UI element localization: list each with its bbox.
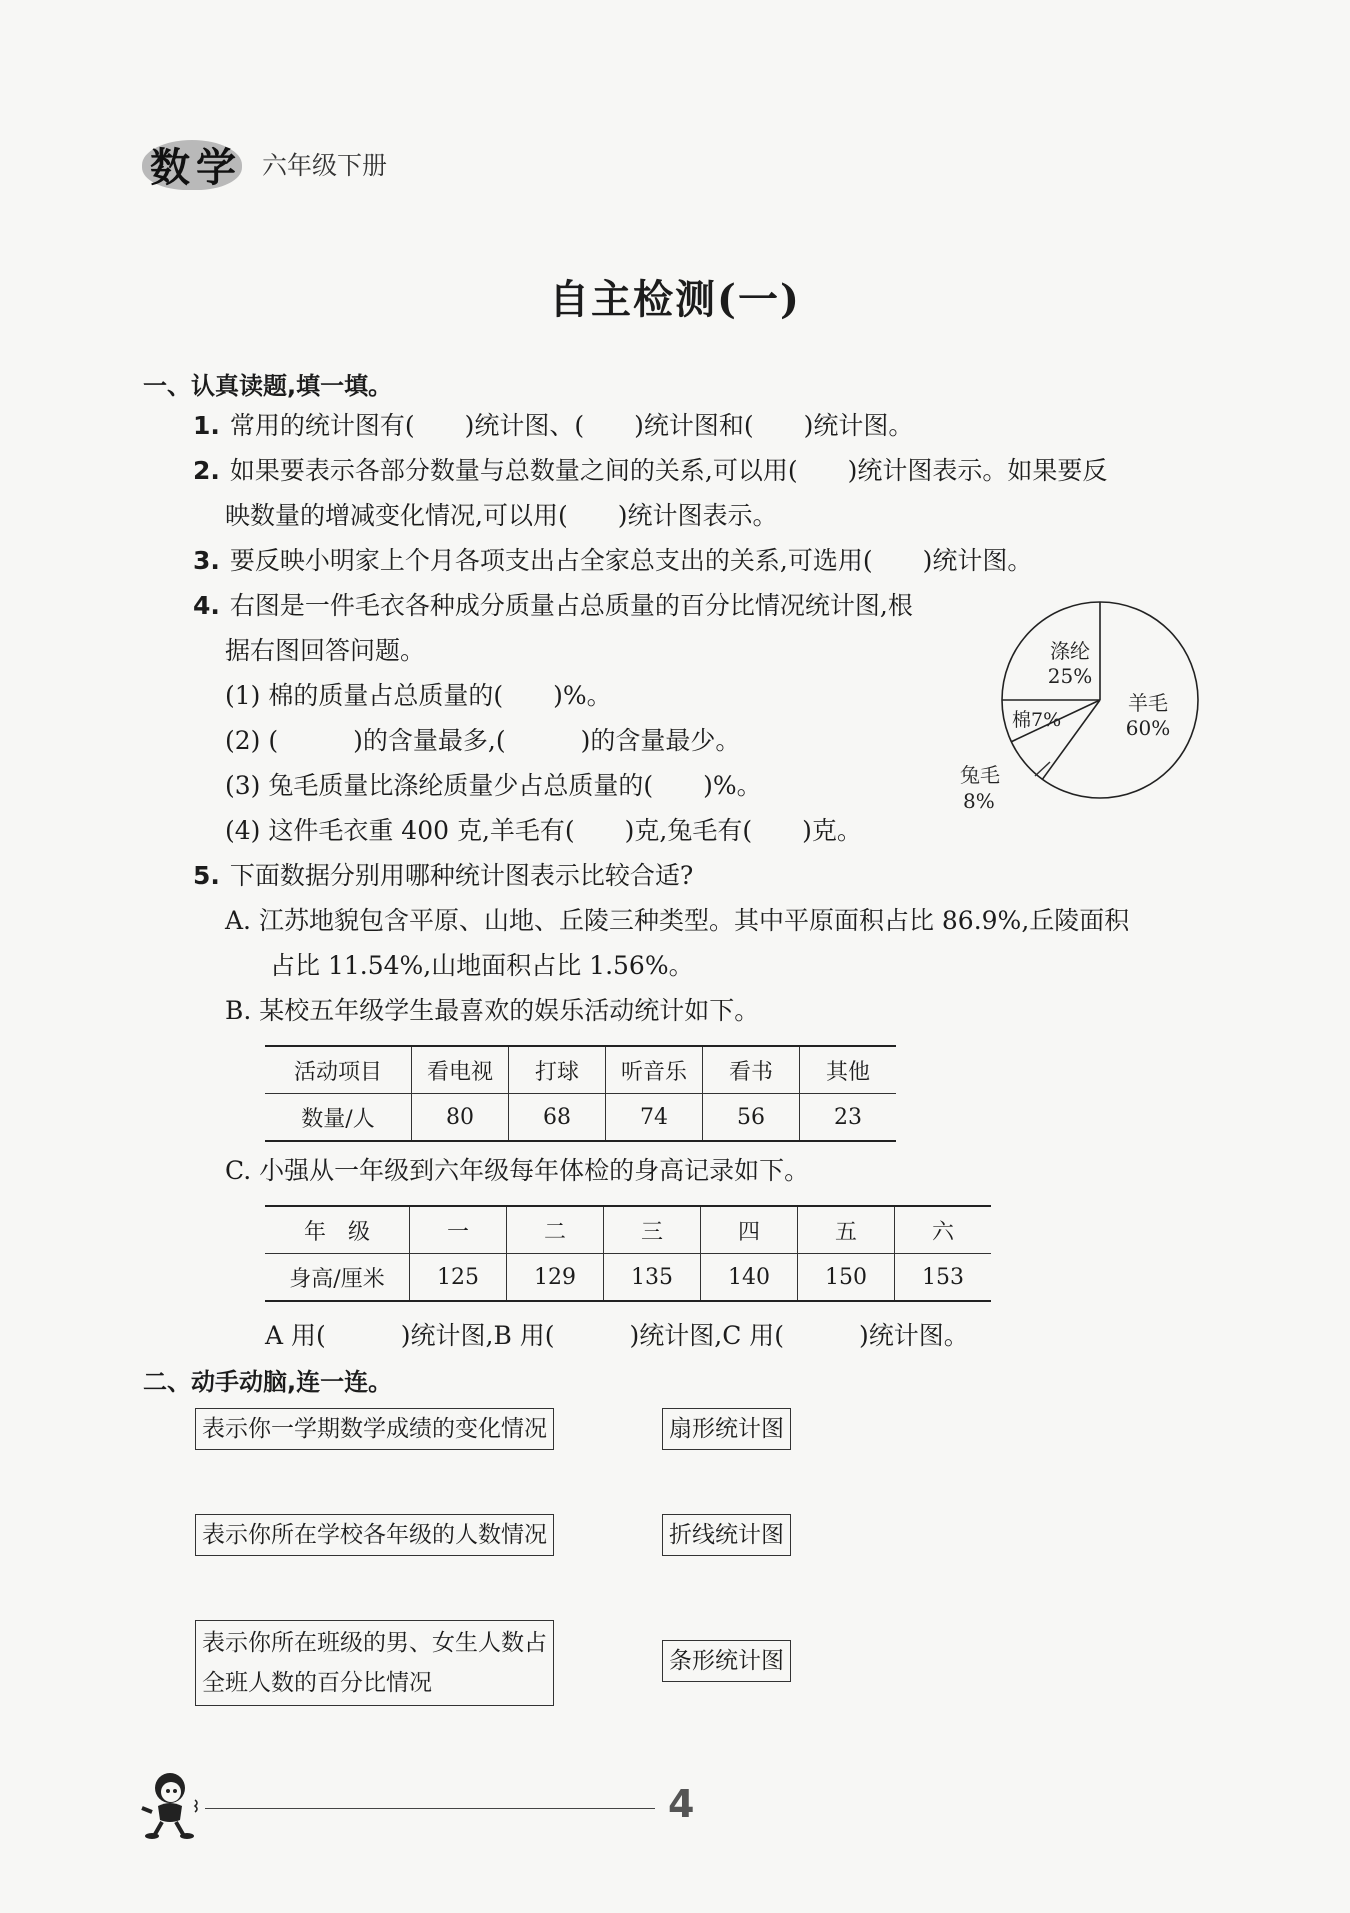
- table-cell: 年 级: [265, 1206, 410, 1254]
- pie-value-wool: 60%: [1125, 716, 1171, 740]
- table-cell: 看书: [703, 1046, 800, 1094]
- table-cell: 56: [703, 1094, 800, 1142]
- table-cell: 68: [509, 1094, 606, 1142]
- pie-label-polyester: 涤纶: [1050, 639, 1090, 663]
- table-cell: 125: [410, 1254, 507, 1302]
- question-4-sub4: (4) 这件毛衣重 400 克,羊毛有( )克,兔毛有( )克。: [225, 816, 862, 845]
- question-4-number: 4.: [193, 591, 220, 620]
- question-5: [193, 853, 693, 898]
- match-right-pie-chart[interactable]: 扇形统计图: [662, 1408, 791, 1450]
- question-2-text: 如果要表示各部分数量与总数量之间的关系,可以用( )统计图表示。如果要反: [229, 456, 1108, 485]
- question-5-number: 5.: [193, 861, 220, 890]
- table-cell: 身高/厘米: [289, 1266, 385, 1292]
- table-cell: 三: [604, 1206, 701, 1254]
- question-4-sub3: (3) 兔毛质量比涤纶质量少占总质量的( )%。: [225, 771, 762, 800]
- question-5-text: 下面数据分别用哪种统计图表示比较合适?: [229, 861, 694, 890]
- table-cell: 23: [800, 1094, 897, 1142]
- page-title: 自主检测(一): [549, 276, 801, 323]
- question-5-b-text: B. 某校五年级学生最喜欢的娱乐活动统计如下。: [225, 996, 760, 1025]
- question-5-c-text: C. 小强从一年级到六年级每年体检的身高记录如下。: [225, 1156, 810, 1185]
- header-grade: 六年级下册: [262, 151, 388, 180]
- question-3: [193, 538, 1032, 583]
- table-row: [265, 1254, 991, 1302]
- question-2-line1: [193, 448, 1107, 493]
- question-2-number: 2.: [193, 456, 220, 485]
- sweater-composition-pie-chart: [950, 600, 1230, 830]
- table-row: [265, 1206, 991, 1254]
- header-subject: 数学: [150, 145, 242, 191]
- table-cell: 五: [798, 1206, 895, 1254]
- question-5-answer: A 用( )统计图,B 用( )统计图,C 用( )统计图。: [265, 1321, 969, 1350]
- section1-heading: 一、认真读题,填一填。: [143, 372, 393, 400]
- table-row: [265, 1046, 896, 1094]
- table-heights: [265, 1205, 991, 1302]
- page-number: 4: [668, 1782, 695, 1826]
- table-cell: 数量/人: [301, 1106, 375, 1132]
- table-cell: 六: [895, 1206, 992, 1254]
- question-1: [193, 403, 913, 448]
- question-4-line2: 据右图回答问题。: [225, 636, 426, 665]
- question-4-sub2: (2) ( )的含量最多,( )的含量最少。: [225, 726, 741, 755]
- cartoon-mascot-icon: [140, 1768, 210, 1840]
- table-activities: [265, 1045, 896, 1142]
- table-cell: 135: [604, 1254, 701, 1302]
- table-cell: 看电视: [412, 1046, 509, 1094]
- question-4-line1: [193, 583, 913, 628]
- match-left-1[interactable]: 表示你一学期数学成绩的变化情况: [195, 1408, 554, 1450]
- question-3-text: 要反映小明家上个月各项支出占全家总支出的关系,可选用( )统计图。: [229, 546, 1033, 575]
- section2-heading: 二、动手动脑,连一连。: [143, 1368, 393, 1396]
- footer-line: [205, 1808, 655, 1809]
- match-left-3-line1: 表示你所在班级的男、女生人数占: [202, 1630, 547, 1656]
- question-3-number: 3.: [193, 546, 220, 575]
- pie-value-polyester: 25%: [1047, 664, 1093, 688]
- question-2-line2: 映数量的增减变化情况,可以用( )统计图表示。: [225, 501, 778, 530]
- pie-label-cotton: 棉7%: [1012, 709, 1062, 731]
- question-4-sub1: (1) 棉的质量占总质量的( )%。: [225, 681, 612, 710]
- table-cell: 80: [412, 1094, 509, 1142]
- question-5-a-line2: 占比 11.54%,山地面积占比 1.56%。: [270, 951, 694, 980]
- match-right-bar-chart[interactable]: 条形统计图: [662, 1640, 791, 1682]
- table-cell: 二: [507, 1206, 604, 1254]
- pie-label-rabbit-hair: 兔毛: [960, 763, 1000, 787]
- pie-value-rabbit-hair: 8%: [963, 789, 995, 813]
- pie-label-wool: 羊毛: [1128, 691, 1168, 715]
- table-cell: 其他: [800, 1046, 897, 1094]
- table-cell: 140: [701, 1254, 798, 1302]
- match-left-3[interactable]: [195, 1620, 554, 1706]
- table-cell: 打球: [509, 1046, 606, 1094]
- table-cell: 听音乐: [606, 1046, 703, 1094]
- question-4-text: 右图是一件毛衣各种成分质量占总质量的百分比情况统计图,根: [229, 591, 913, 620]
- match-right-line-chart[interactable]: 折线统计图: [662, 1514, 791, 1556]
- match-left-2[interactable]: 表示你所在学校各年级的人数情况: [195, 1514, 554, 1556]
- question-1-text: 常用的统计图有( )统计图、( )统计图和( )统计图。: [229, 411, 914, 440]
- table-row: [265, 1094, 896, 1142]
- table-cell: 四: [701, 1206, 798, 1254]
- table-cell: 一: [410, 1206, 507, 1254]
- question-5-a-line1: A. 江苏地貌包含平原、山地、丘陵三种类型。其中平原面积占比 86.9%,丘陵面积: [225, 906, 1130, 935]
- table-cell: 74: [606, 1094, 703, 1142]
- match-left-3-line2: 全班人数的百分比情况: [202, 1670, 432, 1696]
- table-cell: 129: [507, 1254, 604, 1302]
- question-1-number: 1.: [193, 411, 220, 440]
- table-cell: 153: [895, 1254, 992, 1302]
- table-cell: 150: [798, 1254, 895, 1302]
- table-cell: 活动项目: [265, 1046, 412, 1094]
- pie-rabbit-leader-line: [1035, 762, 1050, 776]
